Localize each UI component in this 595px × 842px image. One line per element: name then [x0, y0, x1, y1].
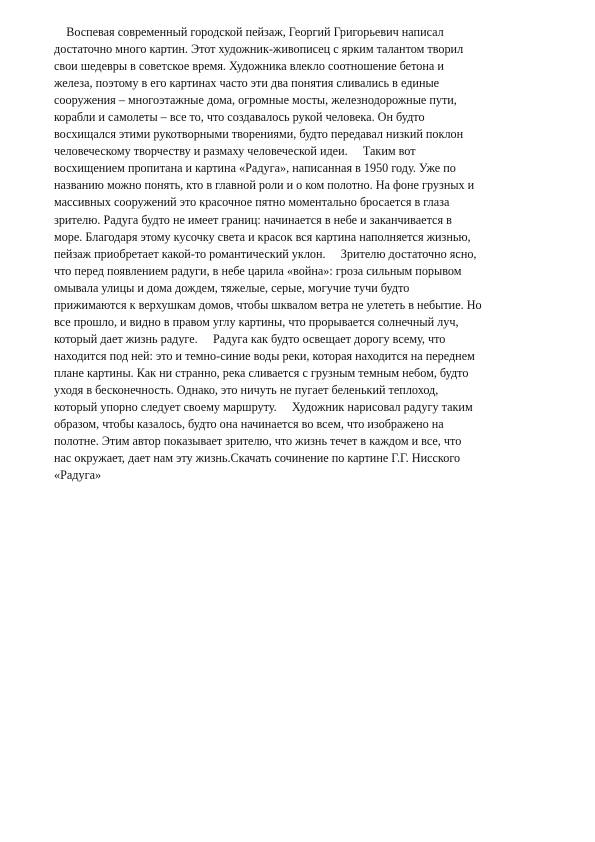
text-line: пейзаж приобретает какой-то романтический уклон. Зрителю достаточно ясно,	[54, 246, 477, 261]
text-line: образом, чтобы казалось, будто она начинается во всем, что изображено на	[54, 417, 444, 432]
text-line: восхищением пропитана и картина «Радуга», написанная в 1950 году. Уже по	[54, 161, 456, 176]
text-line: уходя в бесконечность. Однако, это ничуть не пугает беленький теплоход,	[54, 382, 439, 397]
text-line: прижимаются к верхушкам домов, чтобы шквалом ветра не улететь в небытие. Но	[54, 297, 482, 312]
text-line: названию можно понять, кто в главной роли и о ком полотно. На фоне грузных и	[54, 178, 475, 193]
text-line: плане картины. Как ни странно, река сливается с грузным темным небом, будто	[54, 365, 469, 380]
text-line: нас окружает, дает нам эту жизнь.Скачать сочинение по картине Г.Г. Нисского	[54, 451, 461, 466]
text-line: Воспевая современный городской пейзаж, Георгий Григорьевич написал	[54, 25, 444, 39]
text-line: все прошло, и видно в правом углу картины, что прорывается солнечный луч,	[54, 314, 459, 329]
text-line: полотне. Этим автор показывает зрителю, что жизнь течет в каждом и все, что	[54, 434, 462, 449]
text-line: свои шедевры в советское время. Художника влекло соотношение бетона и	[54, 59, 444, 74]
text-line: зрителю. Радуга будто не имеет границ: начинается в небе и заканчивается в	[54, 212, 452, 227]
text-line: человеческому творчеству и размаху человеческой идеи. Таким вот	[54, 144, 416, 159]
text-line: железа, поэтому в его картинах часто эти два понятия сливались в единые	[54, 76, 440, 91]
text-line: корабли и самолеты – все то, что создавалось рукой человека. Он будто	[54, 110, 425, 125]
text-line: находится под ней: это и темно-синие воды реки, которая находится на переднем	[54, 348, 475, 363]
text-line: омывала улицы и дома дождем, тяжелые, серые, могучие тучи будто	[54, 280, 410, 295]
essay-text	[54, 24, 554, 484]
text-line: восхищался этими рукотворными творениями, будто передавал низкий поклон	[54, 127, 464, 142]
text-line: сооружения – многоэтажные дома, огромные мосты, железнодорожные пути,	[54, 93, 457, 108]
text-line: который дает жизнь радуге. Радуга как будто освещает дорогу всему, что	[54, 331, 446, 346]
text-line: «Радуга»	[54, 468, 102, 483]
text-line: достаточно много картин. Этот художник-живописец с ярким талантом творил	[54, 42, 464, 57]
text-line: море. Благодаря этому кусочку света и красок вся картина наполняется жизнью,	[54, 229, 471, 244]
text-line: который упорно следует своему маршруту. Художник нарисовал радугу таким	[54, 400, 473, 415]
text-line: что перед появлением радуги, в небе царила «война»: гроза сильным порывом	[54, 263, 462, 278]
text-line: массивных сооружений это красочное пятно моментально бросается в глаза	[54, 195, 450, 210]
